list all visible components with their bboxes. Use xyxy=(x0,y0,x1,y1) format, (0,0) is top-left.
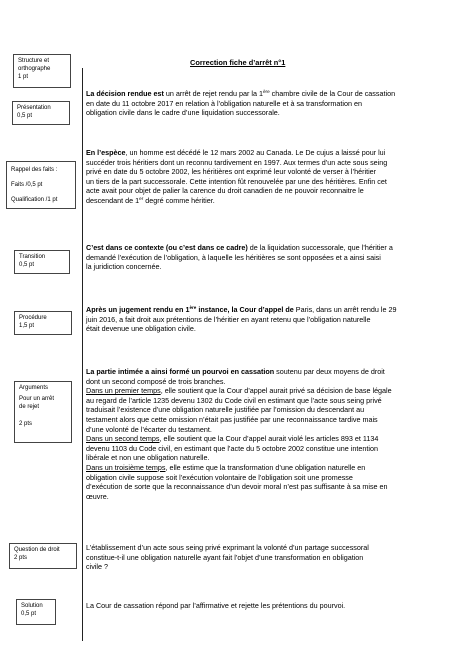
paragraph-espece: En l’espèce, un homme est décédé le 12 mars 2002 au Canada. Le De cujus a laissé pour lui succéder trois héritiers dont un reconnu tardivement en 1997. Aux termes d’un acte sous seing privé en date du 5 octobre 2002, les héritières ont exprimé leur volonté de verser à l’héritier un tiers de la part successorale. Cette intention fût renouvelée par une des héritières. Enfin cet acte avait pour objet de palier la carence du droit canadien de ne pouvoir reconnaitre le descendant de 1er degré comme héritier. xyxy=(86,148,388,205)
box-arguments: Arguments Pour un arrêt de rejet 2 pts xyxy=(14,381,72,443)
margin-rule xyxy=(82,68,83,641)
paragraph-solution: La Cour de cassation répond par l’affirmative et rejette les prétentions du pourvoi. xyxy=(86,601,346,610)
box-procedure: Procédure 1,5 pt xyxy=(14,311,72,335)
box-question-droit: Question de droit 2 pts xyxy=(9,543,77,569)
page-title: Correction fiche d’arrêt n°1 xyxy=(190,58,286,67)
paragraph-question: L’établissement d’un acte sous seing privé exprimant la volonté d’un partage successoral constitue-t-il une obligation naturelle ayant fait l’objet d’une transformation en obligation civile ? xyxy=(86,543,369,572)
box-rappel-faits: Rappel des faits : Faits /0,5 pt Qualification /1 pt xyxy=(6,161,76,209)
box-structure: Structure et orthographe 1 pt xyxy=(13,54,71,88)
paragraph-pourvoi: La partie intimée a ainsi formé un pourvoi en cassation soutenu par deux moyens de droit dont un second composé de trois branches. Dans un premier temps, elle soutient que la Cour d’appel aurait privé sa décision de base légale au regard de l’article 1235 devenu 1302 du Code civil en estimant que l’acte sous seing privé traduisait l’existence d’une obligation naturelle justifiée par l’omission du descendant au testament alors que cette omission n’était pas justifiée par une reconnaissance tardive mais d’une volonté de l’écarter du testament. Dans un second temps, elle soutient que la Cour d’appel aurait violé les articles 893 et 1134 devenu 1103 du Code civil, en estimant que l’acte du 5 octobre 2002 constitue une intention libérale et non une obligation naturelle. Dans un troisième temps, elle estime que la transformation d’une obligation naturelle en obligation civile suppose soit l’exécution volontaire de l’obligation soit une promesse d’exécution de sorte que la reconnaissance d’un devoir moral n’est pas suffisante à sa mise en œuvre. xyxy=(86,367,392,501)
paragraph-decision: La décision rendue est un arrêt de rejet rendu par la 1ère chambre civile de la Cour de cassation en date du 11 octobre 2017 en relation à l’obligation naturelle et à sa transformation en obligation civile dans le cadre d’une liquidation successorale. xyxy=(86,89,396,118)
box-solution: Solution 0,5 pt xyxy=(16,599,56,625)
box-presentation: Présentation 0,5 pt xyxy=(12,101,70,125)
paragraph-jugement: Après un jugement rendu en 1ère instance, la Cour d’appel de Paris, dans un arrêt rendu le 29 juin 2016, a fait droit aux prétentions de l’héritier en ayant retenu que l’obligation naturelle était devenue une obligation civile. xyxy=(86,305,397,334)
paragraph-contexte: C’est dans ce contexte (ou c’est dans ce cadre) de la liquidation successorale, que l’héritier a demandé l’exécution de l’obligation, à laquelle les héritières se sont opposées et a ainsi saisi la juridiction concernée. xyxy=(86,243,393,272)
box-transition: Transition 0,5 pt xyxy=(14,250,70,274)
